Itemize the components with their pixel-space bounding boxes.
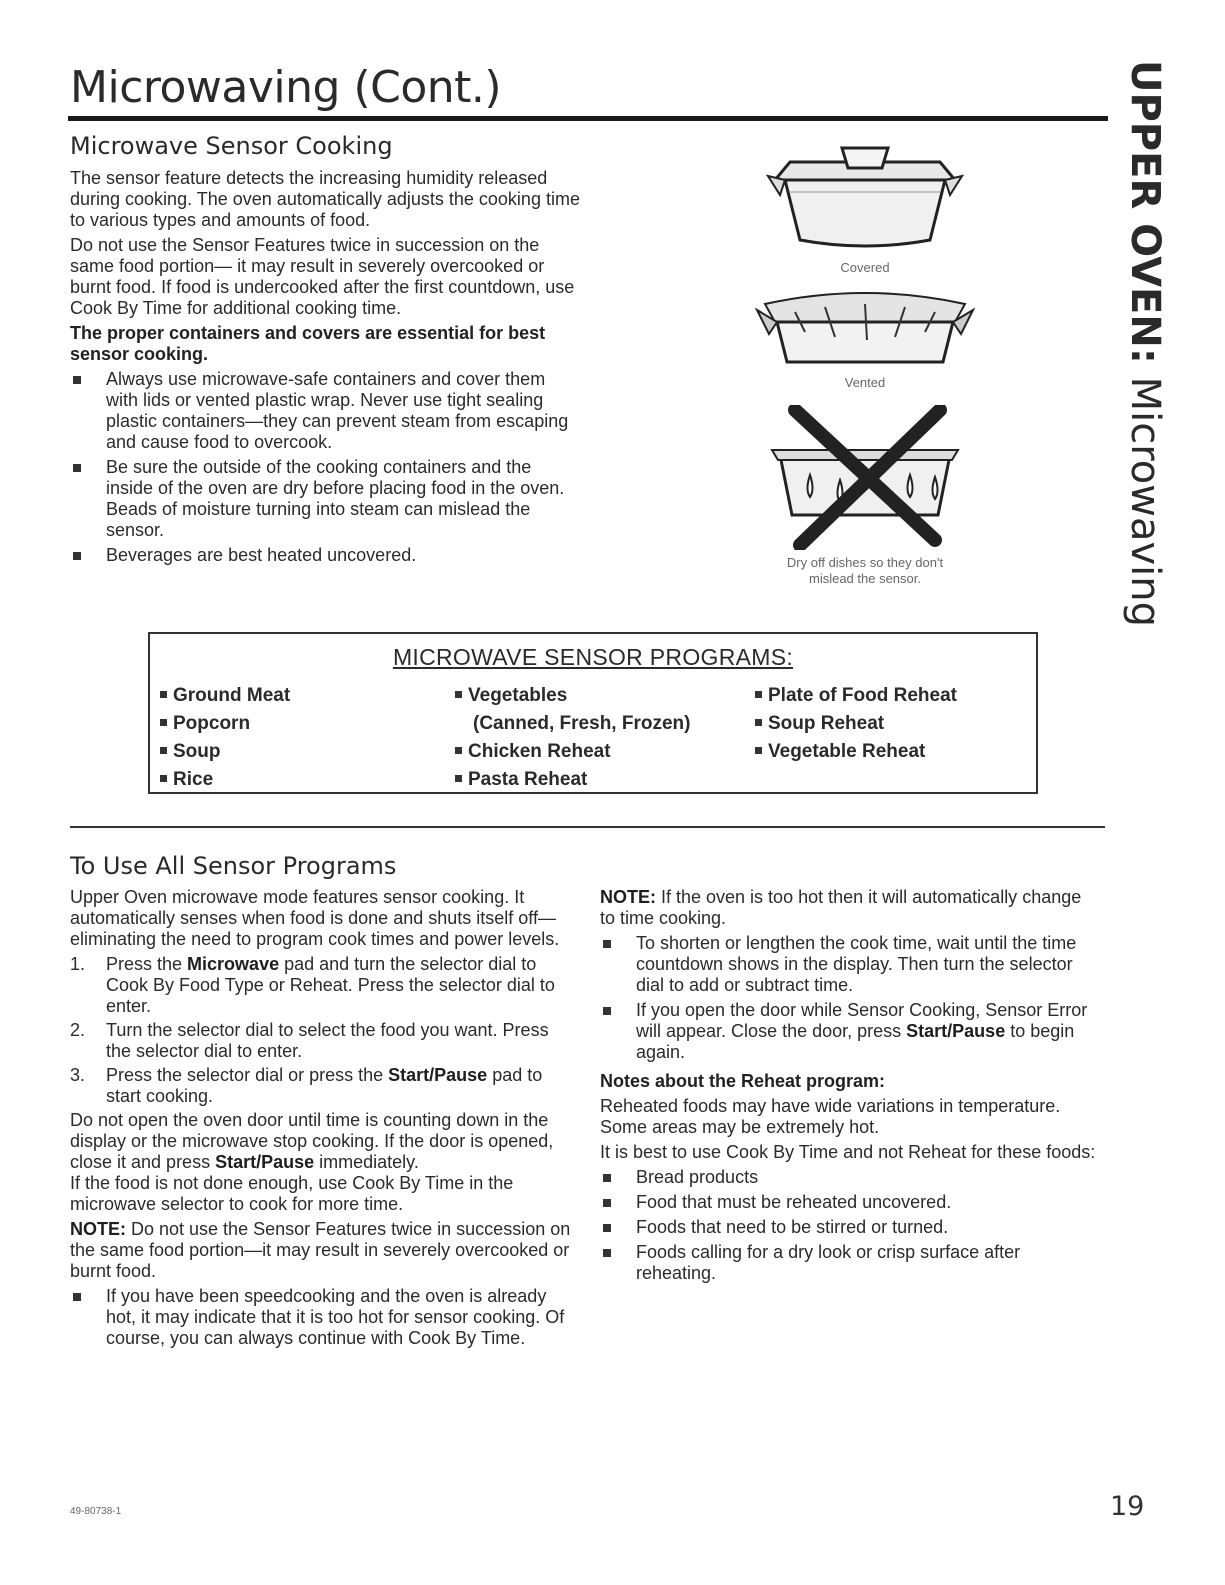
program-item: Vegetables [455,682,690,710]
program-item: Plate of Food Reheat [755,682,957,710]
bullet-icon [603,1007,611,1015]
programs-column-1 [160,682,290,794]
programs-column-3 [755,682,957,766]
section-divider [70,826,1105,828]
bullet-icon [755,691,762,698]
page-title: Microwaving (Cont.) [70,62,502,113]
list-item: Be sure the outside of the cooking containers and the inside of the oven are dry before placing food in the oven. Beads of moisture turning into steam can mislead the sensor. [70,457,580,541]
paragraph: Reheated foods may have wide variations in temperature. Some areas may be extremely hot. [600,1096,1061,1137]
note-paragraph: NOTE: Do not use the Sensor Features twice in succession on the same food portion—it may result in severely overcooked or burnt food. [70,1219,571,1281]
paragraph: It is best to use Cook By Time and not Reheat for these foods: [600,1142,1096,1162]
section-heading-use-all: To Use All Sensor Programs [70,852,397,880]
side-tab-light: Microwaving [1122,363,1168,627]
bullet-icon [755,719,762,726]
covered-caption: Covered [840,260,890,275]
use-all-right-column [600,887,1100,1288]
speedcook-list [70,1286,575,1349]
bullet-icon [755,747,762,754]
sensor-programs-box [148,632,1038,794]
list-item: Beverages are best heated uncovered. [70,545,580,566]
bullet-icon [455,747,462,754]
bullet-icon [160,691,167,698]
program-item: Soup Reheat [755,710,957,738]
bullet-icon [160,719,167,726]
step-item: 2. Turn the selector dial to select the food you want. Press the selector dial to enter. [70,1020,549,1061]
dry-caption-line1: Dry off dishes so they don't [786,555,944,570]
bullet-icon [603,1224,611,1232]
list-item: To shorten or lengthen the cook time, wait until the time countdown shows in the display. Then turn the selector dial to add or subtract time. [600,933,1100,996]
program-item: Rice [160,766,290,794]
program-item-subtext: (Canned, Fresh, Frozen) [473,713,691,734]
paragraph: Do not use the Sensor Features twice in succession on the same food portion— it may result in severely overcooked or burnt food. If food is undercooked after the first countdown, use Cook By Time for additional cooking time. [70,235,575,318]
note-paragraph: NOTE: If the oven is too hot then it will automatically change to time cooking. [600,887,1082,928]
vented-dish-figure [755,282,975,402]
paragraph: Do not open the oven door until time is counting down in the display or the microwave stop cooking. If the door is opened, close it and press Start/Pause immediately. [70,1110,554,1172]
side-tab-bold: UPPER OVEN: [1122,60,1168,364]
bullet-icon [73,552,81,560]
bullet-icon [160,775,167,782]
crossed-out-wet-dish-icon [760,405,970,550]
bullet-icon [603,940,611,948]
paragraph: Upper Oven microwave mode features sensor cooking. It automatically senses when food is done and shuts itself off—eliminating the need to program cook times and power levels. [70,887,560,949]
reheat-heading: Notes about the Reheat program: [600,1071,886,1091]
dry-caption-line2: mislead the sensor. [808,571,921,586]
program-item: Vegetable Reheat [755,738,957,766]
program-item: Pasta Reheat [455,766,690,794]
list-item: If you have been speedcooking and the oven is already hot, it may indicate that it is too hot for sensor cooking. Of course, you can always continue with Cook By Time. [70,1286,575,1349]
containers-note: The proper containers and covers are essential for best sensor cooking. [70,323,546,364]
programs-title: MICROWAVE SENSOR PROGRAMS: [392,644,794,670]
wet-dish-figure [760,405,970,590]
programs-column-2 [455,682,690,794]
reheat-foods-list [600,1167,1100,1284]
list-item: Bread products [600,1167,1100,1188]
document-code: 49-80738-1 [70,1506,122,1517]
bullet-icon [455,691,462,698]
vented-dish-icon [755,282,975,370]
container-tips-list [70,369,580,566]
list-item: Foods that need to be stirred or turned. [600,1217,1100,1238]
sensor-cooking-body [70,168,580,570]
step-item: 3. Press the selector dial or press the Start/Pause pad to start cooking. [70,1065,543,1106]
bullet-icon [603,1249,611,1257]
paragraph: If the food is not done enough, use Cook By Time in the microwave selector to cook for more time. [70,1173,514,1214]
time-tips-list [600,933,1100,1063]
bullet-icon [603,1174,611,1182]
list-item: If you open the door while Sensor Cooking, Sensor Error will appear. Close the door, press Start/Pause to begin again. [600,1000,1100,1063]
title-divider [68,116,1108,121]
bullet-icon [160,747,167,754]
step-item: 1. Press the Microwave pad and turn the selector dial to Cook By Food Type or Reheat. Press the selector dial to enter. [70,954,555,1016]
page-number: 19 [1110,1491,1145,1522]
bullet-icon [73,376,81,384]
paragraph: The sensor feature detects the increasing humidity released during cooking. The oven automatically adjusts the cooking time to various types and amounts of food. [70,168,580,230]
bullet-icon [603,1199,611,1207]
steps-list [70,954,575,1107]
bullet-icon [73,1293,81,1301]
use-all-left-column [70,887,575,1353]
section-heading-sensor-cooking: Microwave Sensor Cooking [70,132,393,160]
bullet-icon [455,775,462,782]
list-item: Foods calling for a dry look or crisp surface after reheating. [600,1242,1100,1284]
program-item: Soup [160,738,290,766]
side-tab [1122,60,1168,627]
list-item: Food that must be reheated uncovered. [600,1192,1100,1213]
program-item: Chicken Reheat [455,738,690,766]
program-item: Ground Meat [160,682,290,710]
vented-caption: Vented [844,375,886,390]
bullet-icon [73,464,81,472]
covered-dish-figure [760,140,970,280]
covered-dish-icon [760,140,970,255]
list-item: Always use microwave-safe containers and cover them with lids or vented plastic wrap. Never use tight sealing plastic containers—they can prevent steam from escaping and cause food to overcook. [70,369,580,453]
program-item: Popcorn [160,710,290,738]
